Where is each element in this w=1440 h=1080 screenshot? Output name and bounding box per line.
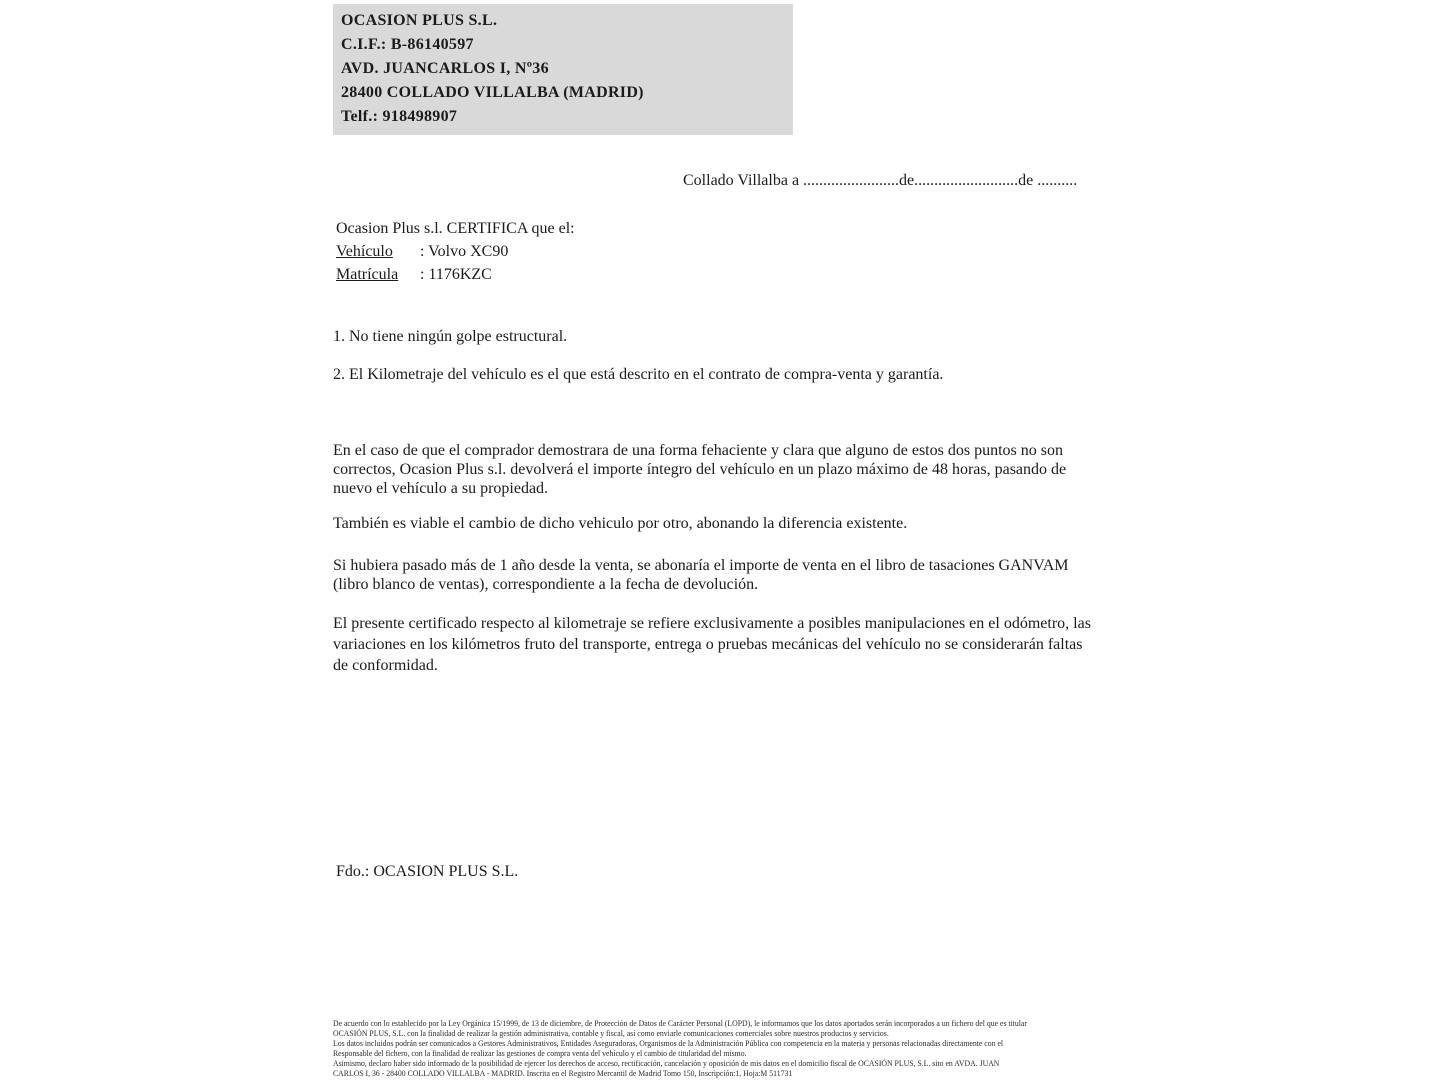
company-name: OCASION PLUS S.L. <box>341 12 498 29</box>
certificate-intro: Ocasion Plus s.l. CERTIFICA que el: <box>336 220 575 237</box>
certificate-point-1: 1. No tiene ningún golpe estructural. <box>333 328 568 345</box>
vehicle-value: : Volvo XC90 <box>420 243 509 260</box>
legal-line-3: Los datos incluidos podrán ser comunicados a Gestores Administrativos, Entidades Aseguradoras, Organismos de la Administración Pública con competencia en la materia y personas relacionadas directamente con el <box>333 1039 1004 1048</box>
company-cif: C.I.F.: B-86140597 <box>341 36 474 53</box>
company-header-box <box>333 4 793 135</box>
paragraph-exchange-option: También es viable el cambio de dicho vehiculo por otro, abonando la diferencia existente. <box>333 515 908 532</box>
date-place-line: Collado Villalba a ........................de..........................de .......... <box>683 172 1078 189</box>
legal-line-6: CARLOS I, 36 - 28400 COLLADO VILLALBA - MADRID. Inscrita en el Registro Mercantil de Madrid Tomo 150, Inscripción:1, Hoja:M 511731 <box>333 1069 793 1078</box>
legal-fine-print <box>333 1019 1123 1079</box>
company-phone: Telf.: 918498907 <box>341 108 458 125</box>
paragraph-refund-terms: En el caso de que el comprador demostrara de una forma fehaciente y clara que alguno de estos dos puntos no son correctos, Ocasion Plus s.l. devolverá el importe íntegro del vehículo en un plazo máximo de 48 horas, pasando de nuevo el vehículo a su propiedad. <box>333 442 1067 497</box>
certificate-section <box>336 217 575 286</box>
signature-line: Fdo.: OCASION PLUS S.L. <box>336 863 519 880</box>
certificate-point-2: 2. El Kilometraje del vehículo es el que está descrito en el contrato de compra-venta y garantía. <box>333 366 944 383</box>
legal-line-2: OCASIÓN PLUS, S.L. con la finalidad de realizar la gestión administrativa, contable y fiscal, así como enviarle comunicaciones comerciales sobre nuestros productos y servicios. <box>333 1029 889 1038</box>
company-address: AVD. JUANCARLOS I, Nº36 <box>341 60 549 77</box>
legal-line-1: De acuerdo con lo establecido por la Ley Orgánica 15/1999, de 13 de diciembre, de Protección de Datos de Carácter Personal (LOPD), le informamos que los datos aportados serán incorporados a un fichero del que es titular <box>333 1019 1027 1028</box>
plate-row <box>336 263 575 286</box>
plate-value: : 1176KZC <box>420 266 492 283</box>
paragraph-ganvam-valuation: Si hubiera pasado más de 1 año desde la venta, se abonaría el importe de venta en el libro de tasaciones GANVAM (libro blanco de ventas), correspondiente a la fecha de devolución. <box>333 557 1069 593</box>
paragraph-odometer-scope: El presente certificado respecto al kilometraje se refiere exclusivamente a posibles manipulaciones en el odómetro, las variaciones en los kilómetros fruto del transporte, entrega o pruebas mecánicas del vehículo no se considerarán faltas de conformidad. <box>333 615 1091 674</box>
company-city: 28400 COLLADO VILLALBA (MADRID) <box>341 84 644 101</box>
vehicle-row <box>336 240 575 263</box>
plate-label: Matrícula <box>336 266 399 283</box>
legal-line-4: Responsable del fichero, con la finalidad de realizar las gestiones de compra venta del vehículo y el cambio de titularidad del mismo. <box>333 1049 747 1058</box>
legal-line-5: Asimismo, declaro haber sido informado de la posibilidad de ejercer los derechos de acceso, rectificación, cancelación y oposición de mis datos en el domicilio fiscal de OCASIÓN PLUS, S.L. sito en AVDA. JUAN <box>333 1059 1000 1068</box>
vehicle-label: Vehículo <box>336 243 393 260</box>
